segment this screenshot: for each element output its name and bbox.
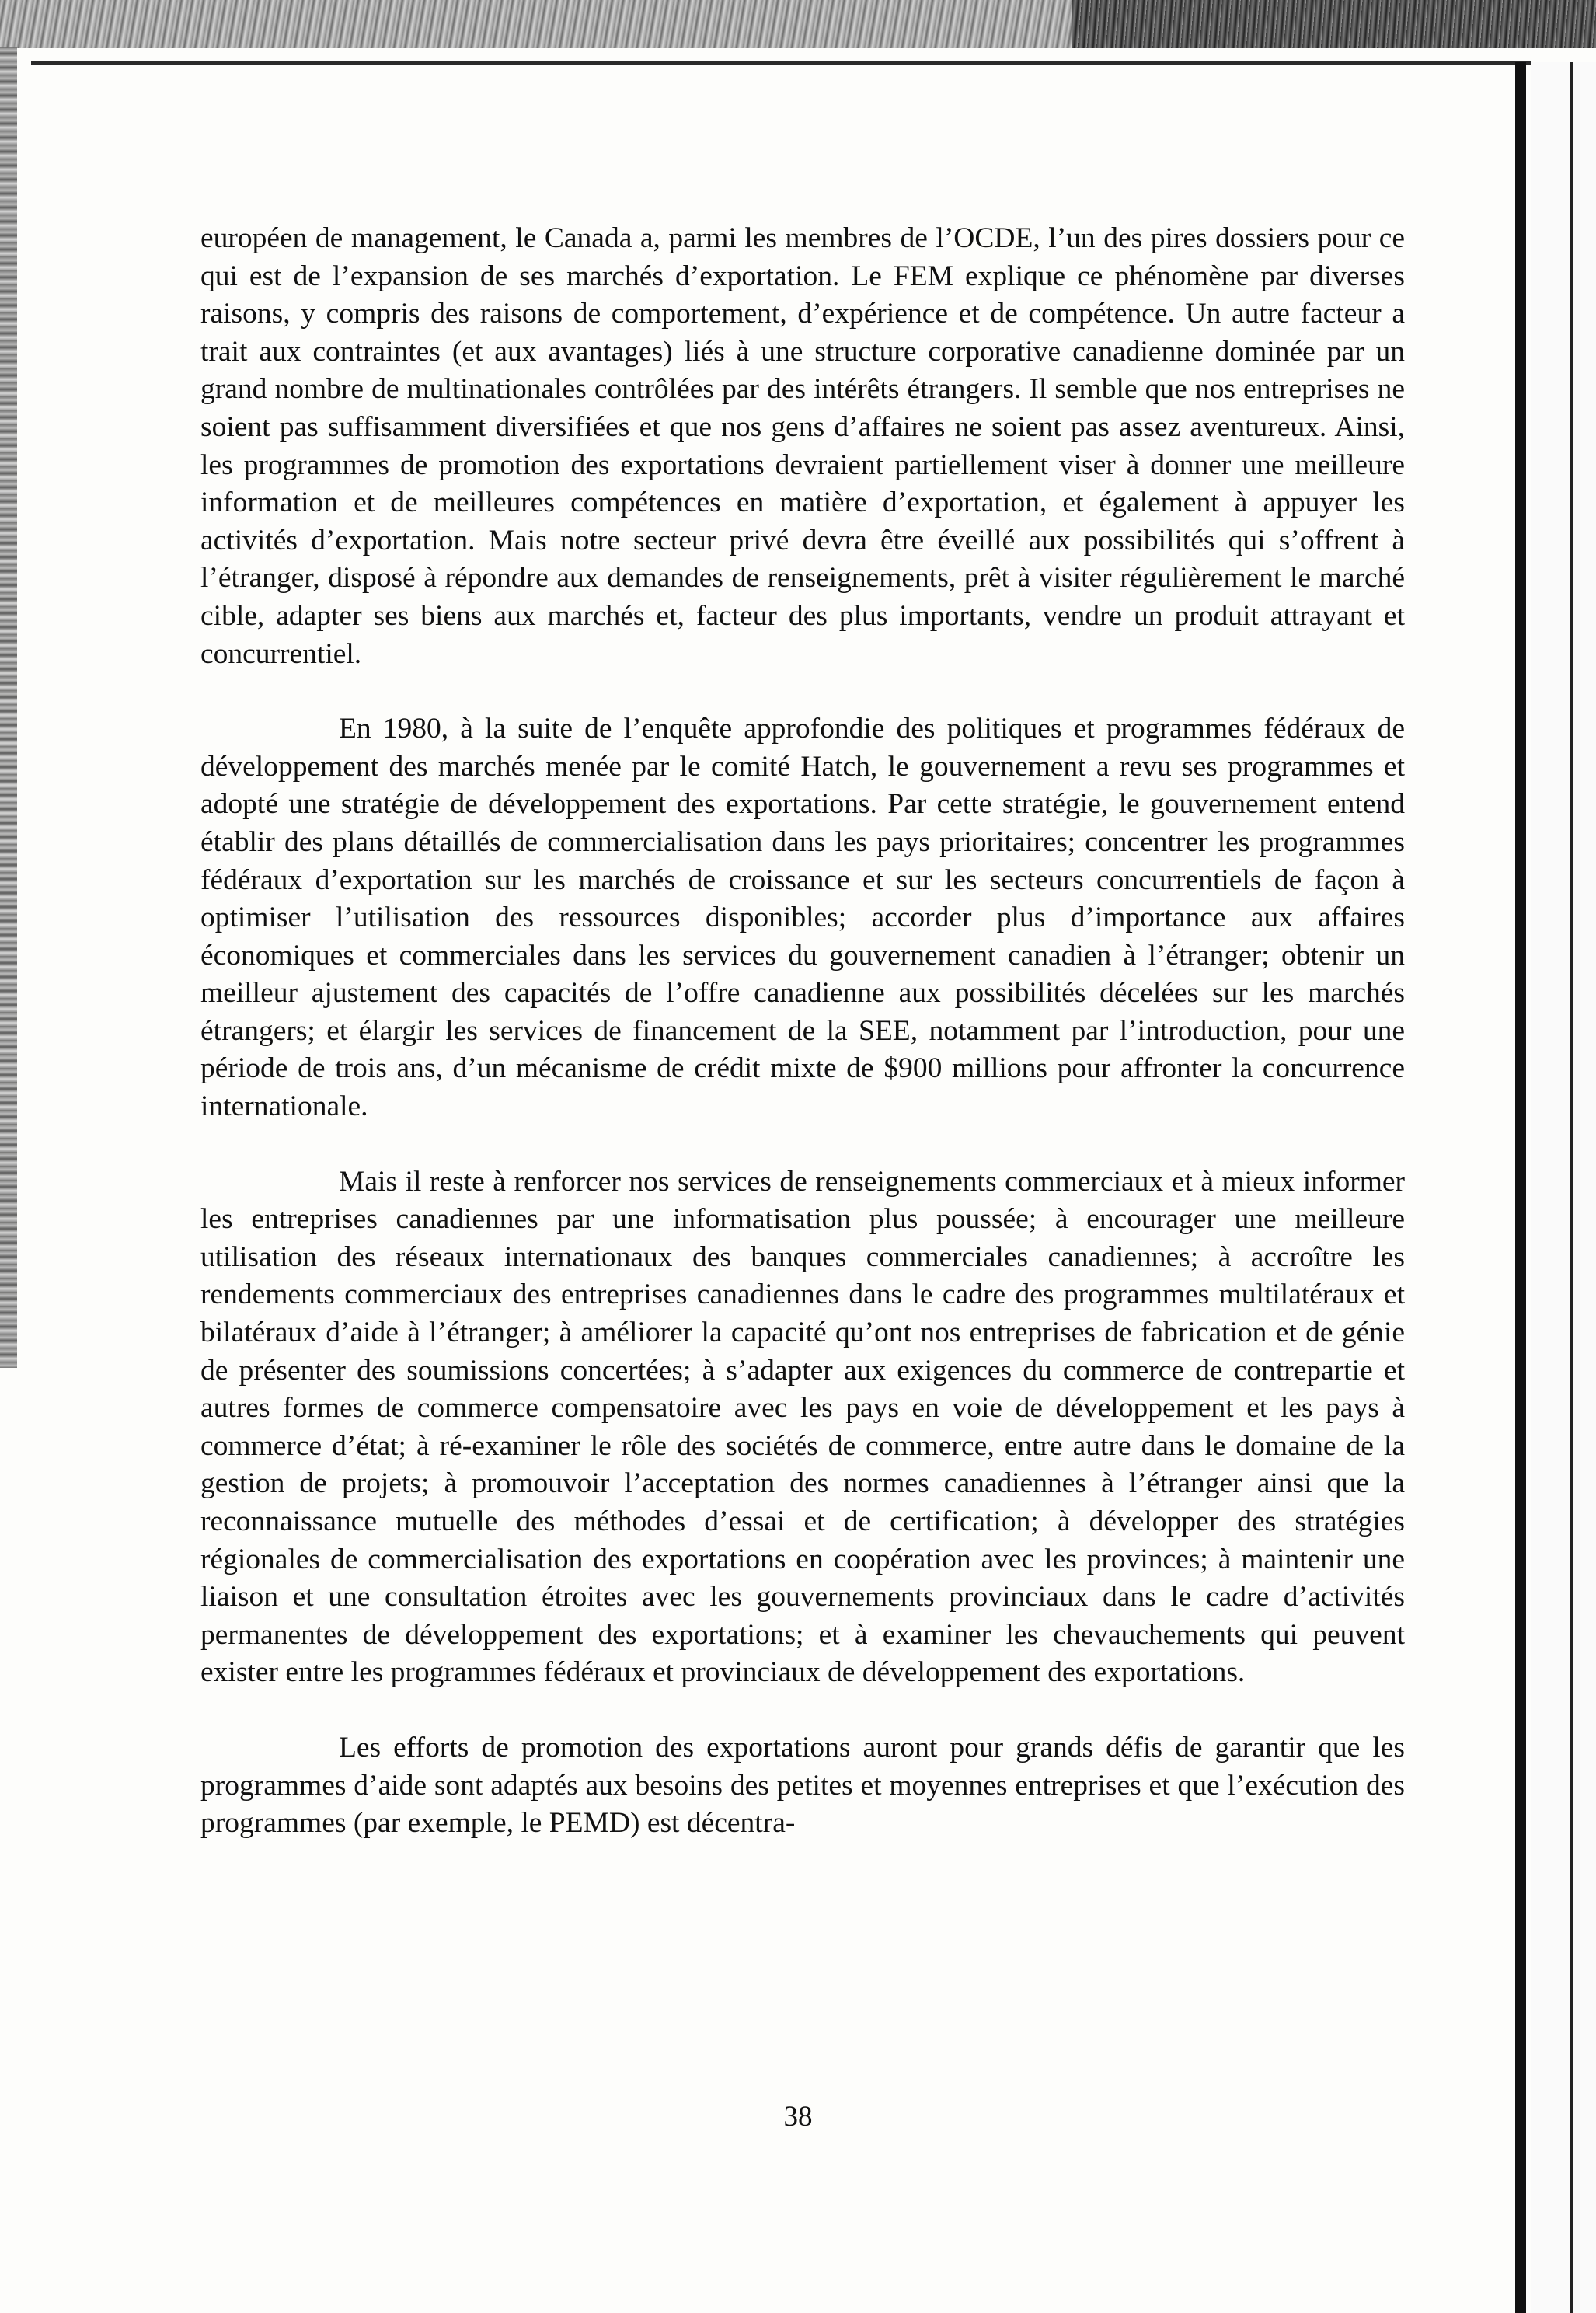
scan-top-rule bbox=[31, 61, 1531, 65]
paragraph-3: Mais il reste à renforcer nos services de renseignements commerciaux et à mieux informer les entreprises canadiennes par une informatisation plus poussée; à encourager une meilleure utilisation des réseaux internationaux des banques commerciales canadiennes; à accroître les rendements commerciaux des entreprises canadiennes dans le cadre des programmes multilatéraux et bilatéraux d’aide à l’étranger; à améliorer la capacité qu’ont nos entreprises de fabrication et de génie de présenter des soumissions concertées; à s’adapter aux exigences du commerce de contrepartie et autres formes de commerce compensatoire avec les pays en voie de développement et les pays à commerce d’état; à ré-examiner le rôle des sociétés de commerce, entre autre dans le domaine de la gestion de projets; à promouvoir l’acceptation des normes canadiennes à l’étranger ainsi que la reconnaissance mutuelle des méthodes d’essai et de certification; à développer des stratégies régionales de commercialisation des exportations en coopération avec les provinces; à maintenir une liaison et une consultation étroites avec les gouvernements provinciaux dans le cadre d’activités permanentes de développement des exportations; et à examiner les chevauchements qui peuvent exister entre les programmes fédéraux et provinciaux de développement des exportations. bbox=[200, 1165, 1405, 1689]
paragraph-1: européen de management, le Canada a, parmi les membres de l’OCDE, l’un des pires dossiers pour ce qui est de l’expansion de ses marchés d’exportation. Le FEM explique ce phénomène par diverses raisons, y compris des raisons de comportement, d’expérience et de compétence. Un autre facteur a trait aux contraintes (et aux avantages) liés à une structure corporative canadienne dominée par un grand nombre de multinationales contrôlées par des intérêts étrangers. Il semble que nos entreprises ne soient pas suffisamment diversifiées et que nos gens d’affaires ne soient pas assez aventureux. Ainsi, les programmes de promotion des exportations devraient partiellement viser à donner une meilleure information et de meilleures compétences en matière d’exportation, et également à appuyer les activités d’exportation. Mais notre secteur privé devra être éveillé aux possibilités qui s’offrent à l’étranger, disposé à répondre aux demandes de renseignements, prêt à visiter régulièrement le marché cible, adapter ses biens aux marchés et, facteur des plus importants, vendre un produit attrayant et concurrentiel. bbox=[200, 222, 1405, 670]
scan-edge-top-dark bbox=[1072, 0, 1596, 48]
scan-edge-left bbox=[0, 47, 17, 1368]
scan-edge-right bbox=[1515, 62, 1526, 2313]
page-number: 38 bbox=[783, 2101, 813, 2133]
paragraph-4: Les efforts de promotion des exportations auront pour grands défis de garantir que les programmes d’aide sont adaptés aux besoins des petites et moyennes entreprises et que l’exécution des programmes (par exemple, le PEMD) est décentra- bbox=[200, 1731, 1405, 1840]
scan-edge-right-thin bbox=[1570, 62, 1573, 2313]
paragraph-2: En 1980, à la suite de l’enquête approfondie des politiques et programmes fédéraux de développement des marchés menée par le comité Hatch, le gouvernement a revu ses programmes et adopté une stratégie de développement des exportations. Par cette stratégie, le gouvernement entend établir des plans détaillés de commercialisation dans les pays prioritaires; concentrer les programmes fédéraux d’exportation sur les marchés de croissance et sur les secteurs concurrentiels de façon à optimiser l’utilisation des ressources disponibles; accorder plus d’importance aux affaires économiques et commerciales dans les services du gouvernement canadien à l’étranger; obtenir un meilleur ajustement des capacités de l’offre canadienne aux possibilités décelées sur les marchés étrangers; et élargir les services de financement de la SEE, notamment par l’introduction, pour une période de trois ans, d’un mécanisme de crédit mixte de $900 millions pour affronter la concurrence internationale. bbox=[200, 713, 1405, 1123]
body-text bbox=[200, 220, 1405, 1880]
scan-margin-right bbox=[1531, 62, 1596, 2313]
